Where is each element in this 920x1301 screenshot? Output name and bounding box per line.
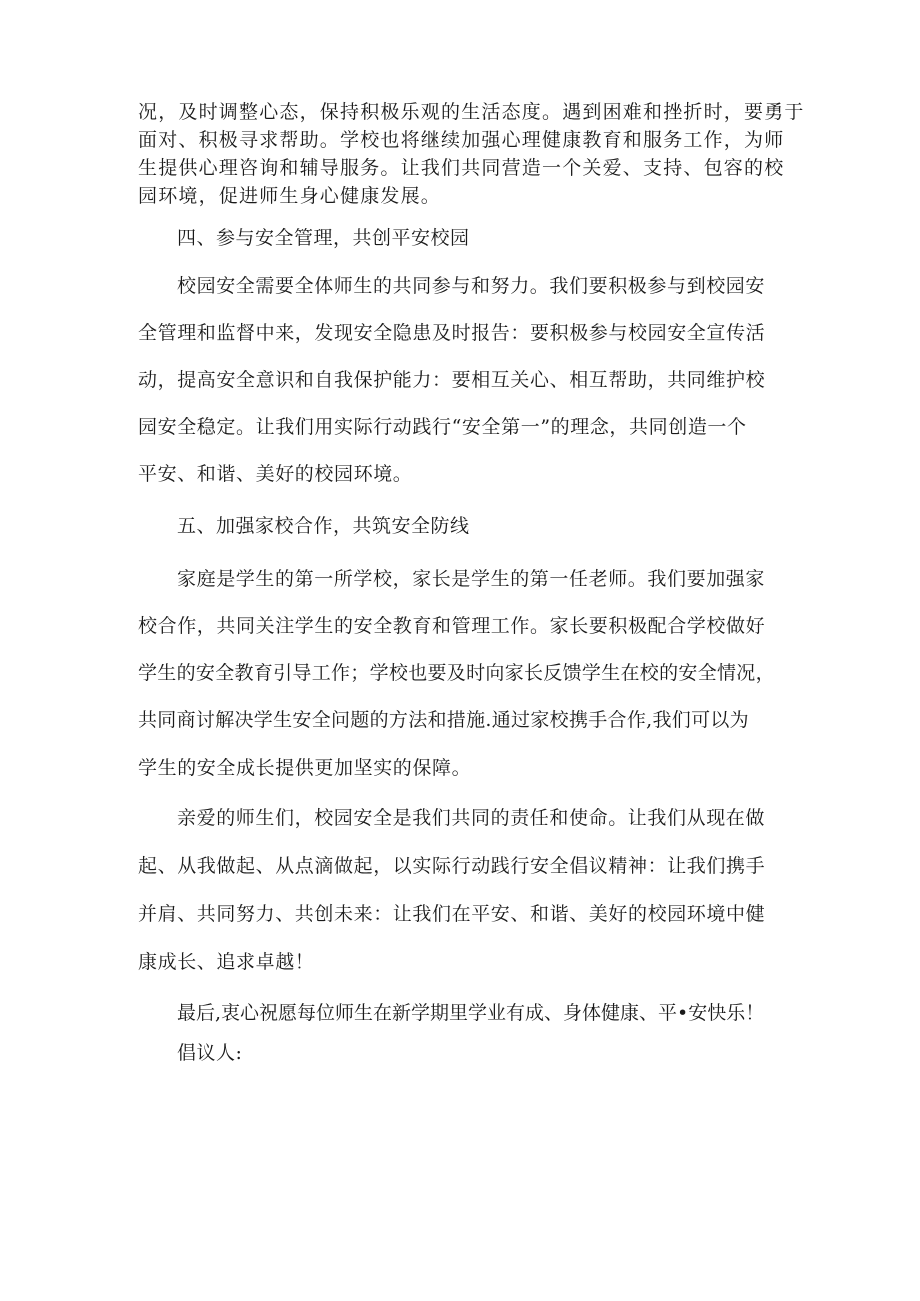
paragraph-3-line-2: 校合作，共同关注学生的安全教育和管理工作。家长要积极配合学校做好 (138, 615, 766, 637)
paragraph-1-line-1: 况，及时调整心态，保持积极乐观的生活态度。遇到困难和挫折时，要勇于 (138, 101, 805, 123)
paragraph-2-line-5: 平安、和谐、美好的校园环境。 (138, 463, 413, 485)
paragraph-1-line-3: 生提供心理咨询和辅导服务。让我们共同营造一个关爱、支持、包容的校 (138, 157, 785, 179)
closing-wish: 最后,衷心祝愿每位师生在新学期里学业有成、身体健康、平•安快乐！ (177, 1002, 765, 1024)
paragraph-2-line-1: 校园安全需要全体师生的共同参与和努力。我们要积极参与到校园安 (177, 275, 766, 297)
signature-label: 倡议人: (177, 1042, 243, 1064)
section-heading-5: 五、加强家校合作，共筑安全防线 (177, 515, 470, 537)
paragraph-4-line-1: 亲爱的师生们，校园安全是我们共同的责任和使命。让我们从现在做 (177, 807, 766, 829)
paragraph-3-line-5: 学生的安全成长提供更加坚实的保障。 (138, 757, 472, 779)
section-heading-4: 四、参与安全管理，共创平安校园 (177, 227, 470, 249)
paragraph-4-line-3: 并肩、共同努力、共创未来：让我们在平安、和谐、美好的校园环境中健 (138, 903, 766, 925)
paragraph-2-line-4: 园安全稳定。让我们用实际行动践行“安全第一”的理念，共同创造一个 (138, 416, 747, 438)
paragraph-1-line-4: 园环境，促进师生身心健康发展。 (138, 185, 442, 207)
paragraph-3-line-3: 学生的安全教育引导工作；学校也要及时向家长反馈学生在校的安全情况， (138, 662, 775, 684)
paragraph-2-line-2: 全管理和监督中来，发现安全隐患及时报告：要积极参与校园安全宣传活 (138, 322, 766, 344)
paragraph-3-line-1: 家庭是学生的第一所学校，家长是学生的第一任老师。我们要加强家 (177, 568, 766, 590)
paragraph-2-line-3: 动，提高安全意识和自我保护能力：要相互关心、相互帮助，共同维护校 (138, 369, 766, 391)
paragraph-1-line-2: 面对、积极寻求帮助。学校也将继续加强心理健康教育和服务工作，为师 (138, 129, 785, 151)
paragraph-3-line-4: 共同商讨解决学生安全问题的方法和措施.通过家校携手合作,我们可以为 (138, 709, 749, 731)
paragraph-4-line-4: 康成长、追求卓越！ (138, 951, 315, 973)
paragraph-4-line-2: 起、从我做起、从点滴做起，以实际行动践行安全倡议精神：让我们携手 (138, 855, 766, 877)
